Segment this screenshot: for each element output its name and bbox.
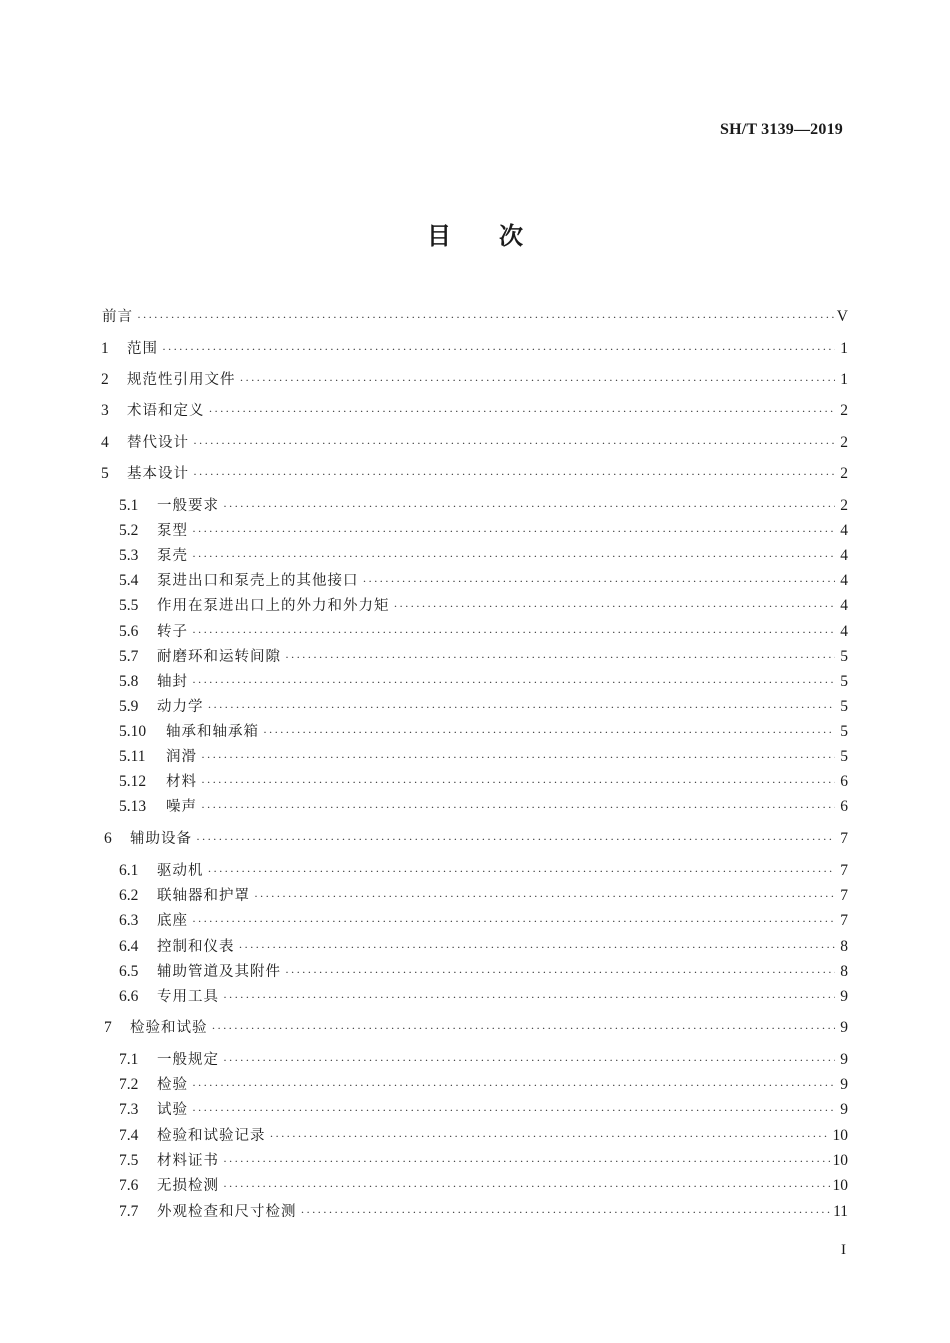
toc-entry-title: 规范性引用文件 bbox=[127, 372, 236, 388]
dot-leader bbox=[240, 369, 836, 391]
toc-entry-title: 替代设计 bbox=[127, 435, 189, 451]
toc-entry-title: 底座 bbox=[157, 913, 188, 929]
toc-entry-number: 7.5 bbox=[119, 1152, 139, 1169]
toc-entry-title: 作用在泵进出口上的外力和外力矩 bbox=[157, 598, 390, 614]
toc-entry-number: 5.2 bbox=[119, 522, 139, 539]
toc-entry-number: 5.6 bbox=[119, 623, 139, 640]
toc-entry-page: 9 bbox=[840, 1051, 848, 1068]
toc-entry[interactable] bbox=[101, 400, 848, 422]
dot-leader bbox=[263, 721, 835, 743]
toc-entry-number: 5.10 bbox=[119, 723, 147, 740]
toc-entry-number: 5.1 bbox=[119, 497, 139, 514]
dot-leader bbox=[201, 746, 835, 768]
toc-entry-page: 5 bbox=[840, 673, 848, 690]
toc-entry-number: 5.7 bbox=[119, 648, 139, 665]
dot-leader bbox=[192, 1074, 835, 1096]
toc-entry-title: 检验和试验记录 bbox=[157, 1128, 266, 1144]
toc-entry-page: 5 bbox=[840, 698, 848, 715]
dot-leader bbox=[192, 910, 835, 932]
toc-entry-number: 7.3 bbox=[119, 1101, 139, 1118]
dot-leader bbox=[285, 961, 835, 983]
toc-entry[interactable] bbox=[101, 369, 848, 391]
toc-entry[interactable] bbox=[119, 936, 848, 958]
toc-entry-number: 7.2 bbox=[119, 1076, 139, 1093]
toc-entry-number: 6.4 bbox=[119, 938, 139, 955]
toc-entry[interactable] bbox=[119, 1201, 848, 1223]
toc-entry-number: 5.11 bbox=[119, 748, 146, 765]
toc-entry[interactable] bbox=[119, 910, 848, 932]
toc-entry-page: 5 bbox=[840, 748, 848, 765]
toc-entry-page: 2 bbox=[840, 402, 848, 419]
toc-entry-page: 7 bbox=[840, 830, 848, 847]
toc-entry-title: 泵型 bbox=[157, 523, 188, 539]
toc-entry[interactable] bbox=[119, 696, 848, 718]
toc-entry-number: 4 bbox=[101, 434, 109, 451]
toc-entry[interactable] bbox=[119, 621, 848, 643]
toc-entry[interactable] bbox=[119, 1049, 848, 1071]
toc-entry-title: 噪声 bbox=[166, 799, 197, 815]
toc-entry-page: 9 bbox=[840, 1019, 848, 1036]
toc-entry[interactable] bbox=[119, 495, 848, 517]
toc-entry-page: 1 bbox=[840, 340, 848, 357]
page-number: I bbox=[841, 1242, 846, 1258]
dot-leader bbox=[192, 621, 835, 643]
toc-entry-title: 润滑 bbox=[166, 749, 197, 765]
dot-leader bbox=[208, 696, 836, 718]
toc-entry-page: 4 bbox=[840, 597, 848, 614]
dot-leader bbox=[270, 1125, 830, 1147]
toc-entry-page: 9 bbox=[840, 1101, 848, 1118]
toc-entry-title: 驱动机 bbox=[157, 863, 204, 879]
toc-entry-title: 材料证书 bbox=[157, 1153, 219, 1169]
toc-entry-title: 联轴器和护罩 bbox=[157, 888, 250, 904]
dot-leader bbox=[223, 1049, 835, 1071]
toc-entry-page: 2 bbox=[840, 465, 848, 482]
toc-entry-page: 4 bbox=[840, 522, 848, 539]
toc-entry[interactable] bbox=[104, 1017, 848, 1039]
toc-entry[interactable] bbox=[119, 986, 848, 1008]
toc-entry-number: 5 bbox=[101, 465, 109, 482]
toc-entry-title: 轴封 bbox=[157, 674, 188, 690]
toc-entry[interactable] bbox=[119, 1175, 848, 1197]
toc-entry-title: 转子 bbox=[157, 624, 188, 640]
toc-entry-number: 7.1 bbox=[119, 1051, 139, 1068]
toc-entry[interactable] bbox=[119, 1074, 848, 1096]
document-code: SH/T 3139—2019 bbox=[720, 121, 843, 138]
toc-entry-title: 控制和仪表 bbox=[157, 939, 235, 955]
toc-entry-page: 10 bbox=[832, 1177, 848, 1194]
toc-entry-page: 6 bbox=[840, 773, 848, 790]
title-char-1: 目 bbox=[427, 222, 451, 250]
toc-entry[interactable] bbox=[119, 595, 848, 617]
dot-leader bbox=[201, 796, 835, 818]
toc-entry[interactable] bbox=[119, 1099, 848, 1121]
toc-entry-title: 基本设计 bbox=[127, 466, 189, 482]
toc-entry[interactable] bbox=[119, 885, 848, 907]
toc-entry-number: 1 bbox=[101, 340, 109, 357]
dot-leader bbox=[223, 495, 835, 517]
toc-entry-number: 7.6 bbox=[119, 1177, 139, 1194]
dot-leader bbox=[223, 1150, 830, 1172]
dot-leader bbox=[363, 570, 836, 592]
toc-entry-number: 6.5 bbox=[119, 963, 139, 980]
toc-entry-number: 6.3 bbox=[119, 912, 139, 929]
toc-entry[interactable] bbox=[119, 671, 848, 693]
toc-entry[interactable] bbox=[119, 796, 848, 818]
toc-entry-number: 6.2 bbox=[119, 887, 139, 904]
toc-entry-page: 5 bbox=[840, 723, 848, 740]
toc-entry[interactable] bbox=[119, 961, 848, 983]
toc-entry-title: 泵壳 bbox=[157, 548, 188, 564]
title-char-2: 次 bbox=[499, 222, 523, 250]
toc-entry-page: 10 bbox=[832, 1152, 848, 1169]
toc-entry-number: 2 bbox=[101, 371, 109, 388]
dot-leader bbox=[254, 885, 835, 907]
dot-leader bbox=[137, 306, 834, 328]
toc-entry[interactable] bbox=[119, 721, 848, 743]
toc-entry-title: 范围 bbox=[127, 341, 158, 357]
dot-leader bbox=[301, 1201, 831, 1223]
toc-entry-number: 5.13 bbox=[119, 798, 147, 815]
dot-leader bbox=[285, 646, 835, 668]
toc-entry-page: 6 bbox=[840, 798, 848, 815]
toc-entry[interactable] bbox=[102, 306, 848, 328]
toc-entry-number: 5.4 bbox=[119, 572, 139, 589]
toc-entry-number: 7 bbox=[104, 1019, 112, 1036]
toc-entry[interactable] bbox=[119, 570, 848, 592]
toc-entry-page: 9 bbox=[840, 988, 848, 1005]
toc-entry[interactable] bbox=[101, 338, 848, 360]
toc-entry-page: 7 bbox=[840, 862, 848, 879]
toc-entry[interactable] bbox=[119, 771, 848, 793]
toc-entry[interactable] bbox=[119, 1150, 848, 1172]
toc-entry-number: 5.12 bbox=[119, 773, 147, 790]
toc-entry[interactable] bbox=[101, 463, 848, 485]
toc-entry[interactable] bbox=[119, 545, 848, 567]
toc-entry-page: 2 bbox=[840, 497, 848, 514]
toc-entry-page: 10 bbox=[832, 1127, 848, 1144]
toc-entry-page: 4 bbox=[840, 572, 848, 589]
toc-entry[interactable] bbox=[119, 646, 848, 668]
dot-leader bbox=[208, 860, 836, 882]
toc-entry-number: 5.8 bbox=[119, 673, 139, 690]
toc-entry-title: 检验和试验 bbox=[130, 1020, 208, 1036]
dot-leader bbox=[212, 1017, 836, 1039]
toc-entry-title: 一般要求 bbox=[157, 498, 219, 514]
dot-leader bbox=[239, 936, 836, 958]
toc-entry-title: 耐磨环和运转间隙 bbox=[157, 649, 281, 665]
dot-leader bbox=[192, 520, 835, 542]
toc-entry-page: 11 bbox=[833, 1203, 848, 1220]
toc-entry-number: 6.1 bbox=[119, 862, 139, 879]
toc-entry-page: 8 bbox=[840, 938, 848, 955]
dot-leader bbox=[193, 463, 835, 485]
toc-entry-title: 专用工具 bbox=[157, 989, 219, 1005]
dot-leader bbox=[192, 671, 835, 693]
toc-entry[interactable] bbox=[101, 432, 848, 454]
toc-entry-title: 动力学 bbox=[157, 699, 204, 715]
toc-entry-number: 7.7 bbox=[119, 1203, 139, 1220]
dot-leader bbox=[192, 1099, 835, 1121]
toc-entry-page: 7 bbox=[840, 912, 848, 929]
toc-entry-title: 辅助设备 bbox=[130, 831, 192, 847]
toc-entry-number: 7.4 bbox=[119, 1127, 139, 1144]
toc-entry-page: 7 bbox=[840, 887, 848, 904]
dot-leader bbox=[209, 400, 836, 422]
page-title bbox=[0, 216, 950, 251]
dot-leader bbox=[196, 828, 835, 850]
toc-entry[interactable] bbox=[104, 828, 848, 850]
toc-entry-title: 前言 bbox=[102, 309, 133, 325]
dot-leader bbox=[201, 771, 835, 793]
toc-entry-number: 5.3 bbox=[119, 547, 139, 564]
toc-entry-page: 2 bbox=[840, 434, 848, 451]
toc-entry-page: 4 bbox=[840, 547, 848, 564]
dot-leader bbox=[192, 545, 835, 567]
toc-entry-number: 5.5 bbox=[119, 597, 139, 614]
toc-entry-title: 检验 bbox=[157, 1077, 188, 1093]
toc-entry-title: 无损检测 bbox=[157, 1178, 219, 1194]
toc-entry-page: 4 bbox=[840, 623, 848, 640]
toc-entry-title: 一般规定 bbox=[157, 1052, 219, 1068]
toc-entry[interactable] bbox=[119, 1125, 848, 1147]
toc-entry-page: 1 bbox=[840, 371, 848, 388]
toc-entry-title: 术语和定义 bbox=[127, 403, 205, 419]
toc-entry-title: 试验 bbox=[157, 1102, 188, 1118]
toc-entry-page: 9 bbox=[840, 1076, 848, 1093]
toc-entry-title: 泵进出口和泵壳上的其他接口 bbox=[157, 573, 359, 589]
dot-leader bbox=[223, 986, 835, 1008]
toc-entry-title: 轴承和轴承箱 bbox=[166, 724, 259, 740]
toc-entry[interactable] bbox=[119, 860, 848, 882]
dot-leader bbox=[162, 338, 835, 360]
toc-entry-page: 8 bbox=[840, 963, 848, 980]
dot-leader bbox=[394, 595, 836, 617]
toc-entry-number: 6.6 bbox=[119, 988, 139, 1005]
toc-entry[interactable] bbox=[119, 746, 848, 768]
toc-entry-title: 外观检查和尺寸检测 bbox=[157, 1204, 297, 1220]
toc-entry-title: 辅助管道及其附件 bbox=[157, 964, 281, 980]
toc-entry-page: 5 bbox=[840, 648, 848, 665]
toc-entry-page: V bbox=[836, 308, 848, 325]
toc-entry[interactable] bbox=[119, 520, 848, 542]
dot-leader bbox=[223, 1175, 830, 1197]
toc-entry-number: 6 bbox=[104, 830, 112, 847]
dot-leader bbox=[193, 432, 835, 454]
toc-entry-number: 3 bbox=[101, 402, 109, 419]
toc-entry-title: 材料 bbox=[166, 774, 197, 790]
toc-entry-number: 5.9 bbox=[119, 698, 139, 715]
